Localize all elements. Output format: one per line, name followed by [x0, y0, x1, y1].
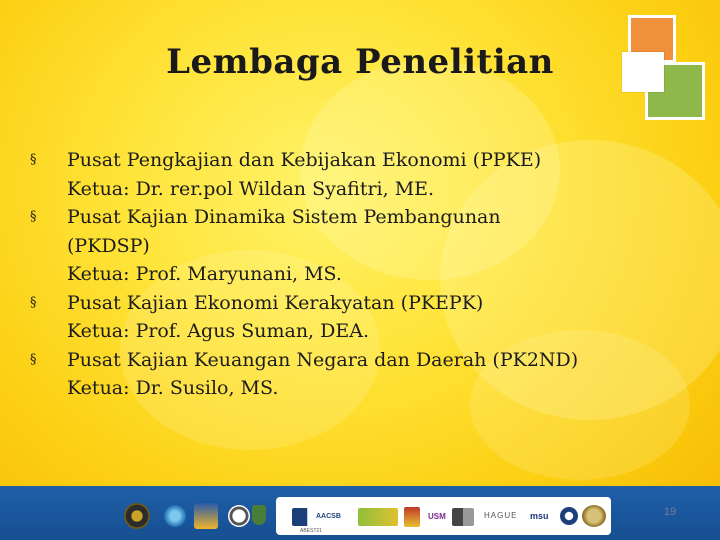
bullet-icon: § — [30, 152, 37, 167]
list-item — [30, 346, 710, 403]
crest-logo-icon — [404, 507, 420, 527]
r-badge-icon — [228, 505, 250, 527]
usm-label: USM — [428, 512, 446, 521]
list-item — [30, 203, 710, 289]
bullet-icon: § — [30, 209, 37, 224]
list-item — [30, 289, 710, 346]
tg-logo — [452, 508, 474, 526]
list-item — [30, 146, 710, 203]
white-square-decoration — [622, 52, 664, 92]
center-name: Pusat Kajian Dinamika Sistem Pembangunan — [67, 206, 501, 228]
bullet-icon: § — [30, 294, 37, 310]
slide-title: Lembaga Penelitian — [166, 42, 554, 82]
page-number: 19 — [663, 506, 677, 518]
center-name: Pusat Pengkajian dan Kebijakan Ekonomi (PPKE) — [67, 149, 542, 171]
center-head: Ketua: Prof. Maryunani, MS. — [67, 263, 342, 285]
shield-logo-icon — [252, 505, 266, 525]
university-seal-icon — [124, 503, 150, 529]
aacsb-label: AACSB — [316, 513, 341, 520]
center-name-continued: (PKDSP) — [67, 234, 150, 257]
center-head: Ketua: Dr. Susilo, MS. — [67, 377, 279, 399]
center-head: Ketua: Prof. Agus Suman, DEA. — [67, 320, 369, 342]
globe-logo-icon — [164, 505, 186, 527]
center-name: Pusat Kajian Keuangan Negara dan Daerah (PK2ND) — [67, 348, 579, 371]
center-name: Pusat Kajian Ekonomi Kerakyatan (PKEPK) — [67, 291, 484, 314]
hague-label: HAGUE — [484, 511, 518, 520]
research-centers-list — [30, 146, 710, 403]
uni-logo-icon — [194, 503, 218, 529]
partner-logo — [358, 508, 398, 526]
msu-label: msu — [530, 511, 549, 521]
center-head: Ketua: Dr. rer.pol Wildan Syafitri, ME. — [67, 177, 435, 200]
abest21-logo — [582, 505, 606, 527]
abest21-label: ABEST21 — [300, 528, 322, 534]
round-seal-icon — [560, 507, 578, 525]
bullet-icon: § — [30, 351, 37, 367]
